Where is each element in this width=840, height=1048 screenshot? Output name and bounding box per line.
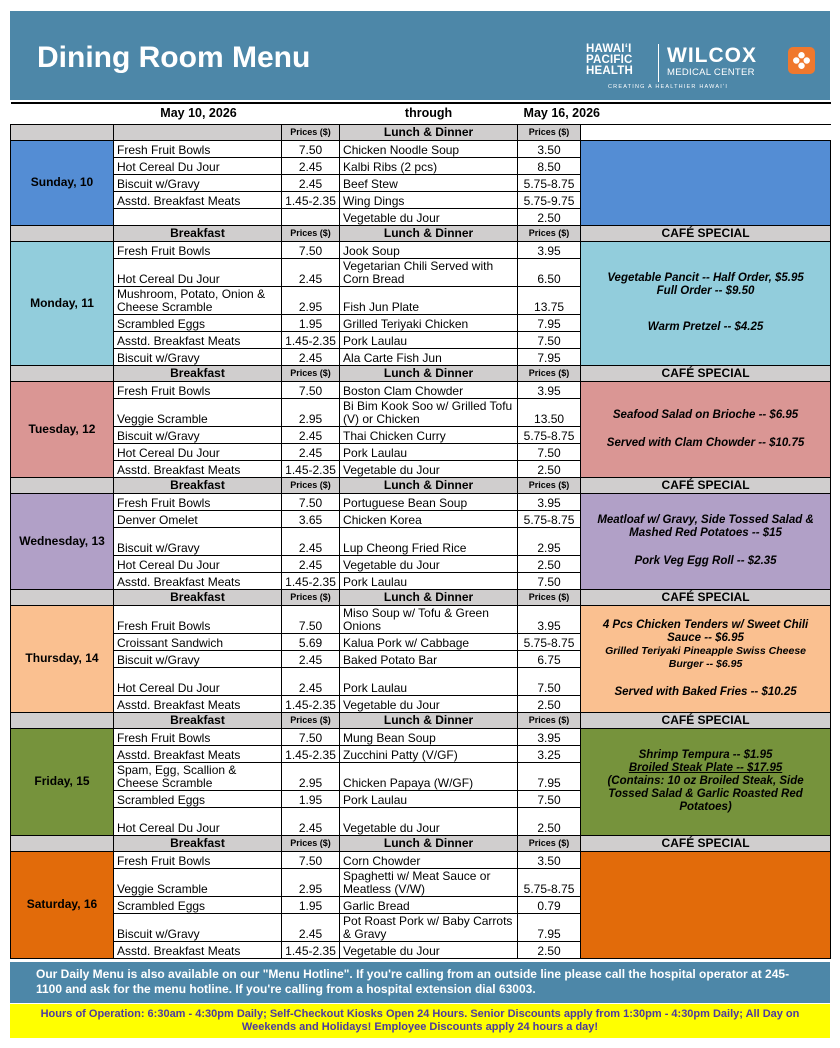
section-blank (11, 124, 114, 140)
lunch-price: 3.95 (518, 381, 581, 398)
cafe-special-line: Warm Pretzel -- $4.25 (647, 321, 764, 333)
hawaii-pacific-health-logo (586, 44, 633, 77)
breakfast-item: Biscuit w/Gravy (114, 650, 282, 667)
breakfast-header: Breakfast (114, 589, 282, 605)
lunch-price: 5.75-8.75 (518, 426, 581, 443)
breakfast-price: 2.45 (282, 174, 340, 191)
breakfast-item: Hot Cereal Du Jour (114, 807, 282, 835)
section-header-row (11, 365, 831, 381)
breakfast-price: 2.45 (282, 650, 340, 667)
lunch-item: Grilled Teriyaki Chicken (340, 314, 518, 331)
cafe-special-line: Meatloaf w/ Gravy, Side Tossed Salad & Mashed Red Potatoes -- $15 (597, 514, 814, 539)
breakfast-header: Breakfast (114, 477, 282, 493)
lunch-price: 7.50 (518, 572, 581, 589)
lunch-price: 7.95 (518, 762, 581, 790)
breakfast-item: Spam, Egg, Scallion & Cheese Scramble (114, 762, 282, 790)
breakfast-item: Asstd. Breakfast Meats (114, 331, 282, 348)
section-header-row (11, 124, 831, 140)
hours-of-operation: Hours of Operation: 6:30am - 4:30pm Daily; Self-Checkout Kiosks Open 24 Hours. Senior Discounts apply from 1:30pm - 4:30pm Daily; All Day on Weekends and Holidays! Employee Discounts apply 24 hours a day! (10, 1004, 830, 1038)
lunch-item: Baked Potato Bar (340, 650, 518, 667)
cafe-special-line: Served with Baked Fries -- $10.25 (614, 685, 797, 698)
breakfast-price: 2.95 (282, 398, 340, 426)
lunch-item: Miso Soup w/ Tofu & Green Onions (340, 605, 518, 633)
prices-header: Prices ($) (282, 477, 340, 493)
lunch-price: 0.79 (518, 896, 581, 913)
breakfast-header: Breakfast (114, 225, 282, 241)
flower-logo-icon (788, 47, 815, 74)
lunch-item: Vegetable du Jour (340, 941, 518, 958)
menu-row (11, 493, 831, 510)
lunch-item: Pork Laulau (340, 443, 518, 460)
lunch-item: Kalbi Ribs (2 pcs) (340, 157, 518, 174)
section-blank (11, 225, 114, 241)
lunch-price: 6.75 (518, 650, 581, 667)
breakfast-price: 5.69 (282, 633, 340, 650)
section-header-row (11, 589, 831, 605)
breakfast-price: 2.45 (282, 807, 340, 835)
wilcox-logo: WILCOX (667, 44, 757, 67)
breakfast-item: Fresh Fruit Bowls (114, 728, 282, 745)
lunch-item: Pot Roast Pork w/ Baby Carrots & Gravy (340, 913, 518, 941)
lunch-item: Portuguese Bean Soup (340, 493, 518, 510)
cafe-special (581, 493, 831, 589)
lunch-item: Jook Soup (340, 241, 518, 258)
lunch-item: Vegetable du Jour (340, 695, 518, 712)
breakfast-price: 2.45 (282, 527, 340, 555)
lunch-price: 2.50 (518, 941, 581, 958)
wilcox-logo-subtitle: MEDICAL CENTER (667, 67, 755, 78)
cafe-special-header: CAFÉ SPECIAL (581, 589, 831, 605)
lunch-item: Mung Bean Soup (340, 728, 518, 745)
cafe-special (581, 140, 831, 225)
lunch-item: Vegetable du Jour (340, 555, 518, 572)
breakfast-header: Breakfast (114, 835, 282, 851)
section-header-row (11, 712, 831, 728)
lunch-price: 3.50 (518, 851, 581, 868)
cafe-special-line: Vegetable Pancit -- Half Order, $5.95 (607, 272, 804, 284)
breakfast-price: 1.45-2.35 (282, 191, 340, 208)
lunch-item: Pork Laulau (340, 572, 518, 589)
menu-row (11, 241, 831, 258)
section-blank (11, 712, 114, 728)
breakfast-price: 1.45-2.35 (282, 460, 340, 477)
section-blank (11, 589, 114, 605)
lunch-price: 3.95 (518, 241, 581, 258)
logo-tagline: CREATING A HEALTHIER HAWAIʻI (608, 84, 729, 90)
lunch-item: Vegetable du Jour (340, 208, 518, 225)
lunch-item: Spaghetti w/ Meat Sauce or Meatless (V/W) (340, 868, 518, 896)
prices-header: Prices ($) (518, 835, 581, 851)
breakfast-price: 2.45 (282, 443, 340, 460)
section-blank (11, 477, 114, 493)
lunch-price: 2.50 (518, 208, 581, 225)
breakfast-price: 1.45-2.35 (282, 941, 340, 958)
cafe-special-line: (Contains: 10 oz Broiled Steak, Side Tossed Salad & Garlic Roasted Red Potatoes) (607, 775, 804, 813)
lunch-item: Pork Laulau (340, 331, 518, 348)
lunch-price: 2.50 (518, 807, 581, 835)
menu-row (11, 381, 831, 398)
prices-header: Prices ($) (282, 225, 340, 241)
lunch-dinner-header: Lunch & Dinner (340, 835, 518, 851)
lunch-dinner-header: Lunch & Dinner (340, 124, 518, 140)
menu-row (11, 728, 831, 745)
breakfast-item: Biscuit w/Gravy (114, 527, 282, 555)
prices-header: Prices ($) (282, 589, 340, 605)
prices-header: Prices ($) (282, 365, 340, 381)
section-blank (11, 365, 114, 381)
breakfast-price: 2.45 (282, 667, 340, 695)
breakfast-item: Hot Cereal Du Jour (114, 443, 282, 460)
cafe-special (581, 728, 831, 835)
breakfast-item: Fresh Fruit Bowls (114, 605, 282, 633)
breakfast-item: Biscuit w/Gravy (114, 174, 282, 191)
day-label: Tuesday, 12 (11, 381, 114, 477)
breakfast-item: Croissant Sandwich (114, 633, 282, 650)
section-header-row (11, 835, 831, 851)
breakfast-item: Veggie Scramble (114, 398, 282, 426)
lunch-item: Fish Jun Plate (340, 286, 518, 314)
breakfast-item: Fresh Fruit Bowls (114, 241, 282, 258)
section-blank (114, 124, 282, 140)
prices-header: Prices ($) (282, 124, 340, 140)
lunch-item: Corn Chowder (340, 851, 518, 868)
breakfast-item: Asstd. Breakfast Meats (114, 572, 282, 589)
day-label: Monday, 11 (11, 241, 114, 365)
breakfast-item: Fresh Fruit Bowls (114, 381, 282, 398)
end-date: May 16, 2026 (518, 103, 831, 124)
breakfast-price: 1.95 (282, 896, 340, 913)
lunch-item: Wing Dings (340, 191, 518, 208)
breakfast-item: Fresh Fruit Bowls (114, 140, 282, 157)
day-label: Thursday, 14 (11, 605, 114, 712)
cafe-special-line: Shrimp Tempura -- $1.95 (638, 749, 773, 761)
lunch-price: 8.50 (518, 157, 581, 174)
breakfast-price: 3.65 (282, 510, 340, 527)
breakfast-price: 2.45 (282, 913, 340, 941)
lunch-price: 5.75-8.75 (518, 633, 581, 650)
lunch-item: Pork Laulau (340, 667, 518, 695)
lunch-price: 2.50 (518, 460, 581, 477)
cafe-special-header: CAFÉ SPECIAL (581, 477, 831, 493)
breakfast-price: 1.45-2.35 (282, 695, 340, 712)
lunch-price: 3.95 (518, 605, 581, 633)
start-date: May 10, 2026 (11, 103, 340, 124)
cafe-special (581, 241, 831, 365)
breakfast-price: 7.50 (282, 728, 340, 745)
breakfast-price: 2.45 (282, 348, 340, 365)
breakfast-item: Veggie Scramble (114, 868, 282, 896)
cafe-special-line: Pork Veg Egg Roll -- $2.35 (634, 555, 777, 567)
lunch-price: 7.50 (518, 331, 581, 348)
lunch-item: Chicken Korea (340, 510, 518, 527)
lunch-dinner-header: Lunch & Dinner (340, 365, 518, 381)
lunch-price: 7.95 (518, 348, 581, 365)
lunch-price: 2.50 (518, 555, 581, 572)
lunch-price: 7.50 (518, 443, 581, 460)
logo-divider (658, 44, 659, 82)
breakfast-item: Asstd. Breakfast Meats (114, 695, 282, 712)
breakfast-price: 1.45-2.35 (282, 745, 340, 762)
day-label: Wednesday, 13 (11, 493, 114, 589)
breakfast-item: Scrambled Eggs (114, 314, 282, 331)
breakfast-header: Breakfast (114, 365, 282, 381)
breakfast-price: 1.95 (282, 314, 340, 331)
breakfast-item: Asstd. Breakfast Meats (114, 745, 282, 762)
lunch-item: Vegetable du Jour (340, 460, 518, 477)
logo-line: HAWAIʻI (586, 43, 632, 55)
lunch-item: Boston Clam Chowder (340, 381, 518, 398)
lunch-item: Lup Cheong Fried Rice (340, 527, 518, 555)
lunch-price: 5.75-8.75 (518, 510, 581, 527)
lunch-item: Beef Stew (340, 174, 518, 191)
cafe-special-header (581, 124, 831, 140)
breakfast-price: 2.95 (282, 868, 340, 896)
lunch-item: Ala Carte Fish Jun (340, 348, 518, 365)
breakfast-price: 2.45 (282, 555, 340, 572)
prices-header: Prices ($) (518, 225, 581, 241)
cafe-special-line: Served with Clam Chowder -- $10.75 (606, 436, 805, 449)
lunch-item: Vegetable du Jour (340, 807, 518, 835)
breakfast-price: 2.45 (282, 157, 340, 174)
lunch-price: 7.95 (518, 314, 581, 331)
breakfast-item: Biscuit w/Gravy (114, 348, 282, 365)
breakfast-item: Biscuit w/Gravy (114, 913, 282, 941)
logo-line: HEALTH (586, 65, 633, 77)
breakfast-item: Denver Omelet (114, 510, 282, 527)
lunch-item: Kalua Pork w/ Cabbage (340, 633, 518, 650)
breakfast-price: 7.50 (282, 140, 340, 157)
lunch-item: Chicken Noodle Soup (340, 140, 518, 157)
lunch-price: 7.95 (518, 913, 581, 941)
breakfast-item: Asstd. Breakfast Meats (114, 460, 282, 477)
breakfast-price: 2.95 (282, 286, 340, 314)
lunch-item: Thai Chicken Curry (340, 426, 518, 443)
section-header-row (11, 477, 831, 493)
cafe-special-header: CAFÉ SPECIAL (581, 712, 831, 728)
lunch-item: Vegetarian Chili Served with Corn Bread (340, 258, 518, 286)
menu-row (11, 851, 831, 868)
breakfast-price: 1.45-2.35 (282, 572, 340, 589)
lunch-item: Pork Laulau (340, 790, 518, 807)
menu-row (11, 605, 831, 633)
cafe-special (581, 605, 831, 712)
lunch-price: 7.50 (518, 667, 581, 695)
lunch-dinner-header: Lunch & Dinner (340, 589, 518, 605)
logo-line: PACIFIC (586, 54, 633, 66)
lunch-dinner-header: Lunch & Dinner (340, 712, 518, 728)
lunch-item: Bi Bim Kook Soo w/ Grilled Tofu (V) or Chicken (340, 398, 518, 426)
lunch-price: 13.50 (518, 398, 581, 426)
breakfast-price: 7.50 (282, 381, 340, 398)
day-label: Friday, 15 (11, 728, 114, 835)
cafe-special-line: Seafood Salad on Brioche -- $6.95 (612, 408, 799, 421)
through-label: through (340, 103, 518, 124)
breakfast-item: Scrambled Eggs (114, 896, 282, 913)
prices-header: Prices ($) (518, 712, 581, 728)
lunch-price: 7.50 (518, 790, 581, 807)
prices-header: Prices ($) (518, 589, 581, 605)
cafe-special-line: 4 Pcs Chicken Tenders w/ Sweet Chili Sauce -- $6.95 (602, 618, 809, 644)
lunch-price: 3.95 (518, 728, 581, 745)
page-title: Dining Room Menu (37, 41, 311, 74)
cafe-special-line: Grilled Teriyaki Pineapple Swiss Cheese Burger -- $6.95 (605, 644, 807, 670)
cafe-special-header: CAFÉ SPECIAL (581, 225, 831, 241)
menu-table (10, 102, 831, 959)
lunch-price: 3.95 (518, 493, 581, 510)
breakfast-price: 1.45-2.35 (282, 331, 340, 348)
breakfast-item: Hot Cereal Du Jour (114, 555, 282, 572)
breakfast-header: Breakfast (114, 712, 282, 728)
breakfast-price: 7.50 (282, 851, 340, 868)
breakfast-price: 7.50 (282, 605, 340, 633)
cafe-special-line: Broiled Steak Plate -- $17.95 (628, 762, 783, 774)
lunch-price: 5.75-8.75 (518, 868, 581, 896)
cafe-special-header: CAFÉ SPECIAL (581, 835, 831, 851)
menu-row (11, 140, 831, 157)
day-label: Sunday, 10 (11, 140, 114, 225)
breakfast-item: Fresh Fruit Bowls (114, 851, 282, 868)
breakfast-item: Fresh Fruit Bowls (114, 493, 282, 510)
breakfast-item: Hot Cereal Du Jour (114, 258, 282, 286)
lunch-item: Chicken Papaya (W/GF) (340, 762, 518, 790)
menu-body (11, 103, 831, 958)
breakfast-item: Mushroom, Potato, Onion & Cheese Scramble (114, 286, 282, 314)
lunch-dinner-header: Lunch & Dinner (340, 225, 518, 241)
breakfast-price: 7.50 (282, 493, 340, 510)
date-range-row (11, 103, 831, 124)
breakfast-price: 1.95 (282, 790, 340, 807)
breakfast-price: 2.45 (282, 258, 340, 286)
section-header-row (11, 225, 831, 241)
breakfast-item: Asstd. Breakfast Meats (114, 191, 282, 208)
lunch-price: 6.50 (518, 258, 581, 286)
prices-header: Prices ($) (518, 365, 581, 381)
cafe-special-header: CAFÉ SPECIAL (581, 365, 831, 381)
breakfast-item: Asstd. Breakfast Meats (114, 941, 282, 958)
lunch-item: Zucchini Patty (V/GF) (340, 745, 518, 762)
breakfast-price (282, 208, 340, 225)
breakfast-item: Scrambled Eggs (114, 790, 282, 807)
cafe-special (581, 851, 831, 958)
lunch-price: 2.95 (518, 527, 581, 555)
header-banner (10, 11, 830, 100)
breakfast-price: 2.95 (282, 762, 340, 790)
lunch-price: 3.25 (518, 745, 581, 762)
breakfast-item: Hot Cereal Du Jour (114, 157, 282, 174)
breakfast-price: 7.50 (282, 241, 340, 258)
lunch-price: 3.50 (518, 140, 581, 157)
breakfast-item: Hot Cereal Du Jour (114, 667, 282, 695)
lunch-item: Garlic Bread (340, 896, 518, 913)
breakfast-item: Biscuit w/Gravy (114, 426, 282, 443)
cafe-special-line: Full Order -- $9.50 (656, 285, 755, 297)
section-blank (11, 835, 114, 851)
breakfast-item (114, 208, 282, 225)
lunch-price: 13.75 (518, 286, 581, 314)
cafe-special (581, 381, 831, 477)
lunch-dinner-header: Lunch & Dinner (340, 477, 518, 493)
menu-hotline-note: Our Daily Menu is also available on our "Menu Hotline". If you're calling from an outside line please call the hospital operator at 245-1100 and ask for the menu hotline. If you're calling from a hospital extension dial 63003. (10, 962, 830, 1003)
prices-header: Prices ($) (518, 124, 581, 140)
lunch-price: 5.75-8.75 (518, 174, 581, 191)
lunch-price: 2.50 (518, 695, 581, 712)
prices-header: Prices ($) (518, 477, 581, 493)
day-label: Saturday, 16 (11, 851, 114, 958)
prices-header: Prices ($) (282, 835, 340, 851)
lunch-price: 5.75-9.75 (518, 191, 581, 208)
breakfast-price: 2.45 (282, 426, 340, 443)
prices-header: Prices ($) (282, 712, 340, 728)
